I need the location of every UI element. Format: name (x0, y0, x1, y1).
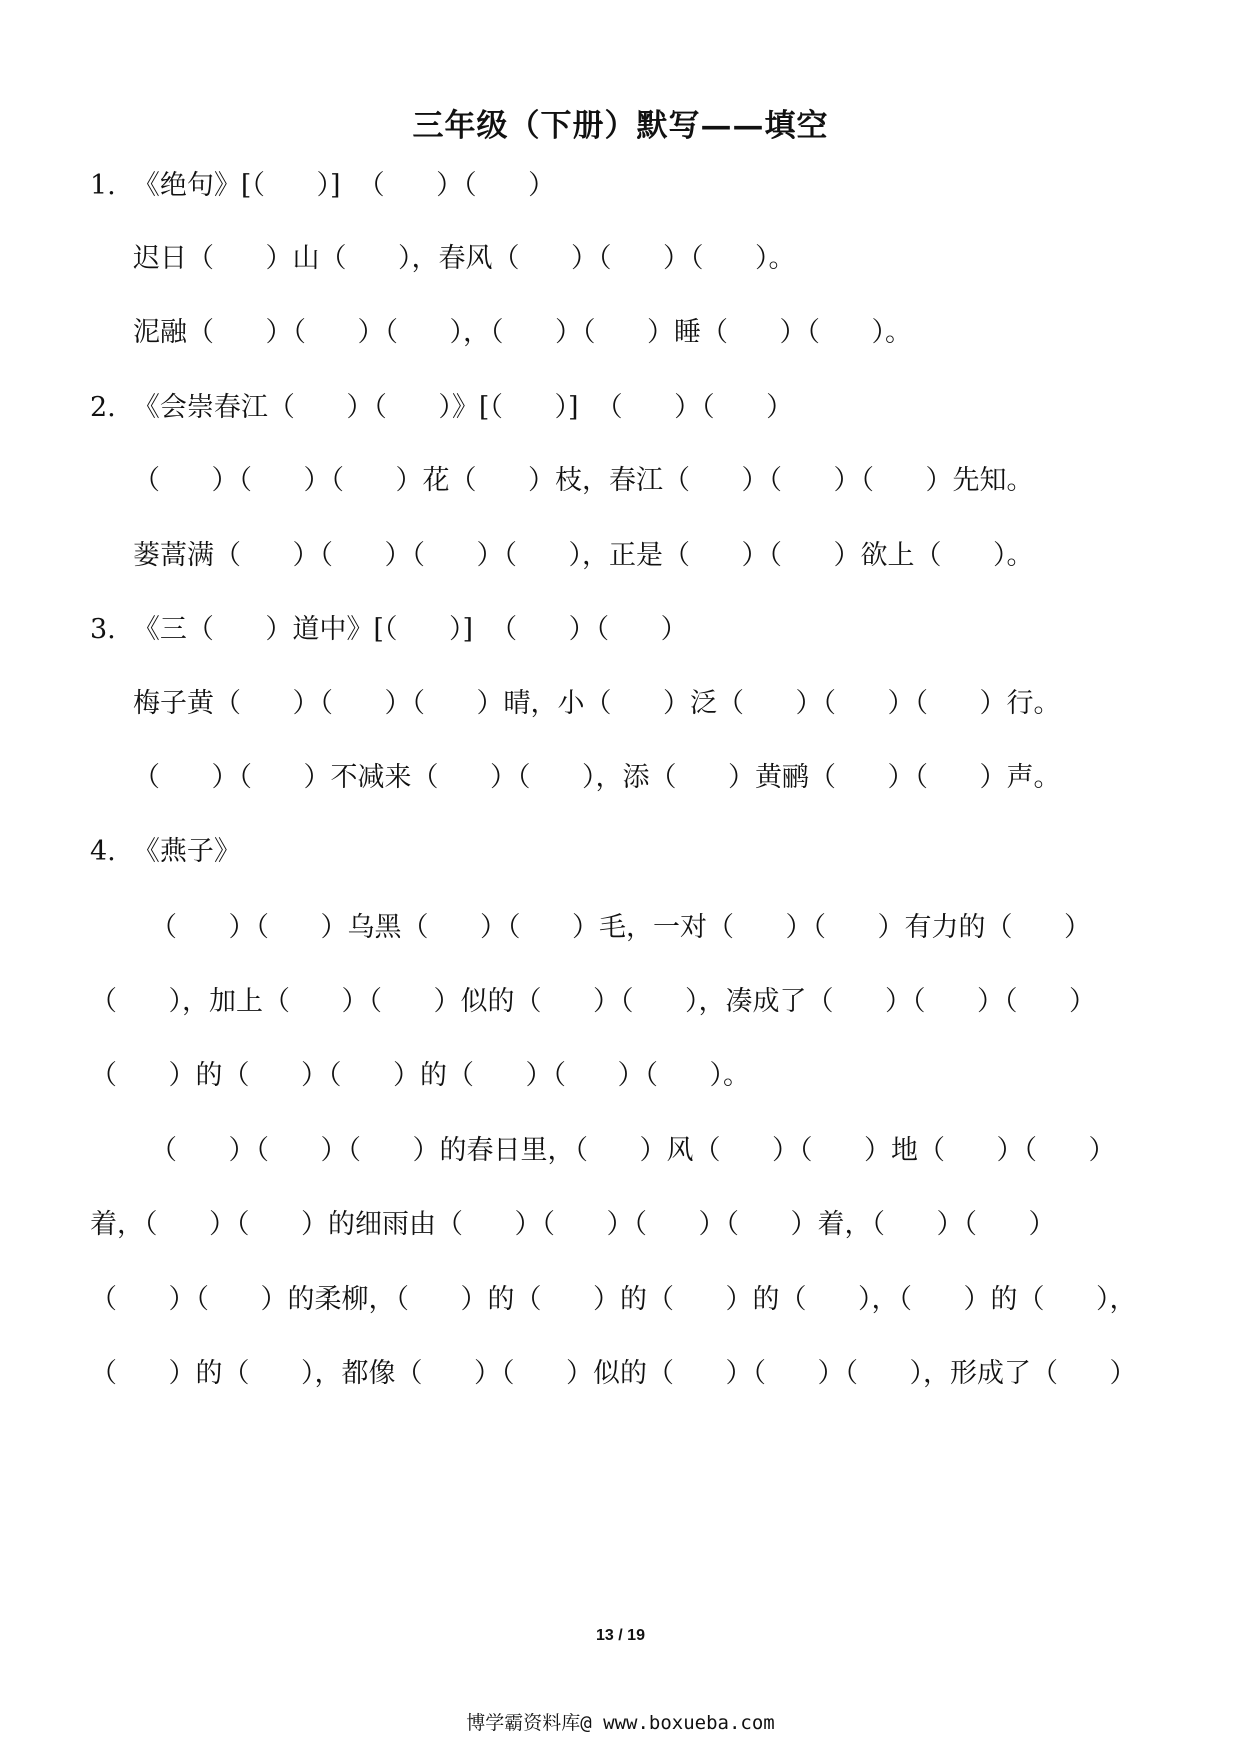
question-3-heading: 3. 《三（ ）道中》[（ ）] （ ）（ ） (90, 614, 688, 645)
question-3-line-1: 梅子黄（ ）（ ）（ ）晴，小（ ）泛（ ）（ ）（ ）行。 (133, 688, 1061, 719)
question-2-heading: 2. 《会崇春江（ ）（ ）》[（ ）] （ ）（ ） (90, 392, 794, 423)
page-title: 三年级（下册）默写——填空 (412, 108, 829, 144)
question-2-line-2: 蒌蒿满（ ）（ ）（ ）（ ），正是（ ）（ ）欲上（ ）。 (133, 540, 1034, 571)
passage-line-6: （ ）（ ）的柔柳，（ ）的（ ）的（ ）的（ ），（ ）的（ ）， (90, 1284, 1137, 1315)
question-1-heading: 1. 《绝句》[（ ）] （ ）（ ） (90, 170, 556, 201)
footer-brand: 博学霸资料库@ www.boxueba.com (466, 1712, 775, 1734)
passage-line-5: 着，（ ）（ ）的细雨由（ ）（ ）（ ）（ ）着，（ ）（ ） (90, 1209, 1056, 1240)
question-3-line-2: （ ）（ ）不减来（ ）（ ），添（ ）黄鹂（ ）（ ）声。 (133, 762, 1061, 793)
question-2-line-1: （ ）（ ）（ ）花（ ）枝，春江（ ）（ ）（ ）先知。 (133, 465, 1034, 496)
passage-line-1: （ ）（ ）乌黑（ ）（ ）毛，一对（ ）（ ）有力的（ ） (150, 912, 1091, 943)
passage-line-7: （ ）的（ ），都像（ ）（ ）似的（ ）（ ）（ ），形成了（ ） (90, 1358, 1137, 1389)
passage-line-2: （ ），加上（ ）（ ）似的（ ）（ ），凑成了（ ）（ ）（ ） (90, 986, 1096, 1017)
question-1-line-2: 泥融（ ）（ ）（ ），（ ）（ ）睡（ ）（ ）。 (133, 317, 912, 348)
question-4-heading: 4. 《燕子》 (90, 836, 241, 867)
page-number: 13 / 19 (596, 1627, 645, 1644)
question-1-line-1: 迟日（ ）山（ ），春风（ ）（ ）（ ）。 (133, 243, 796, 274)
passage-line-3: （ ）的（ ）（ ）的（ ）（ ）（ ）。 (90, 1060, 750, 1091)
passage-line-4: （ ）（ ）（ ）的春日里，（ ）风（ ）（ ）地（ ）（ ） (150, 1135, 1116, 1166)
